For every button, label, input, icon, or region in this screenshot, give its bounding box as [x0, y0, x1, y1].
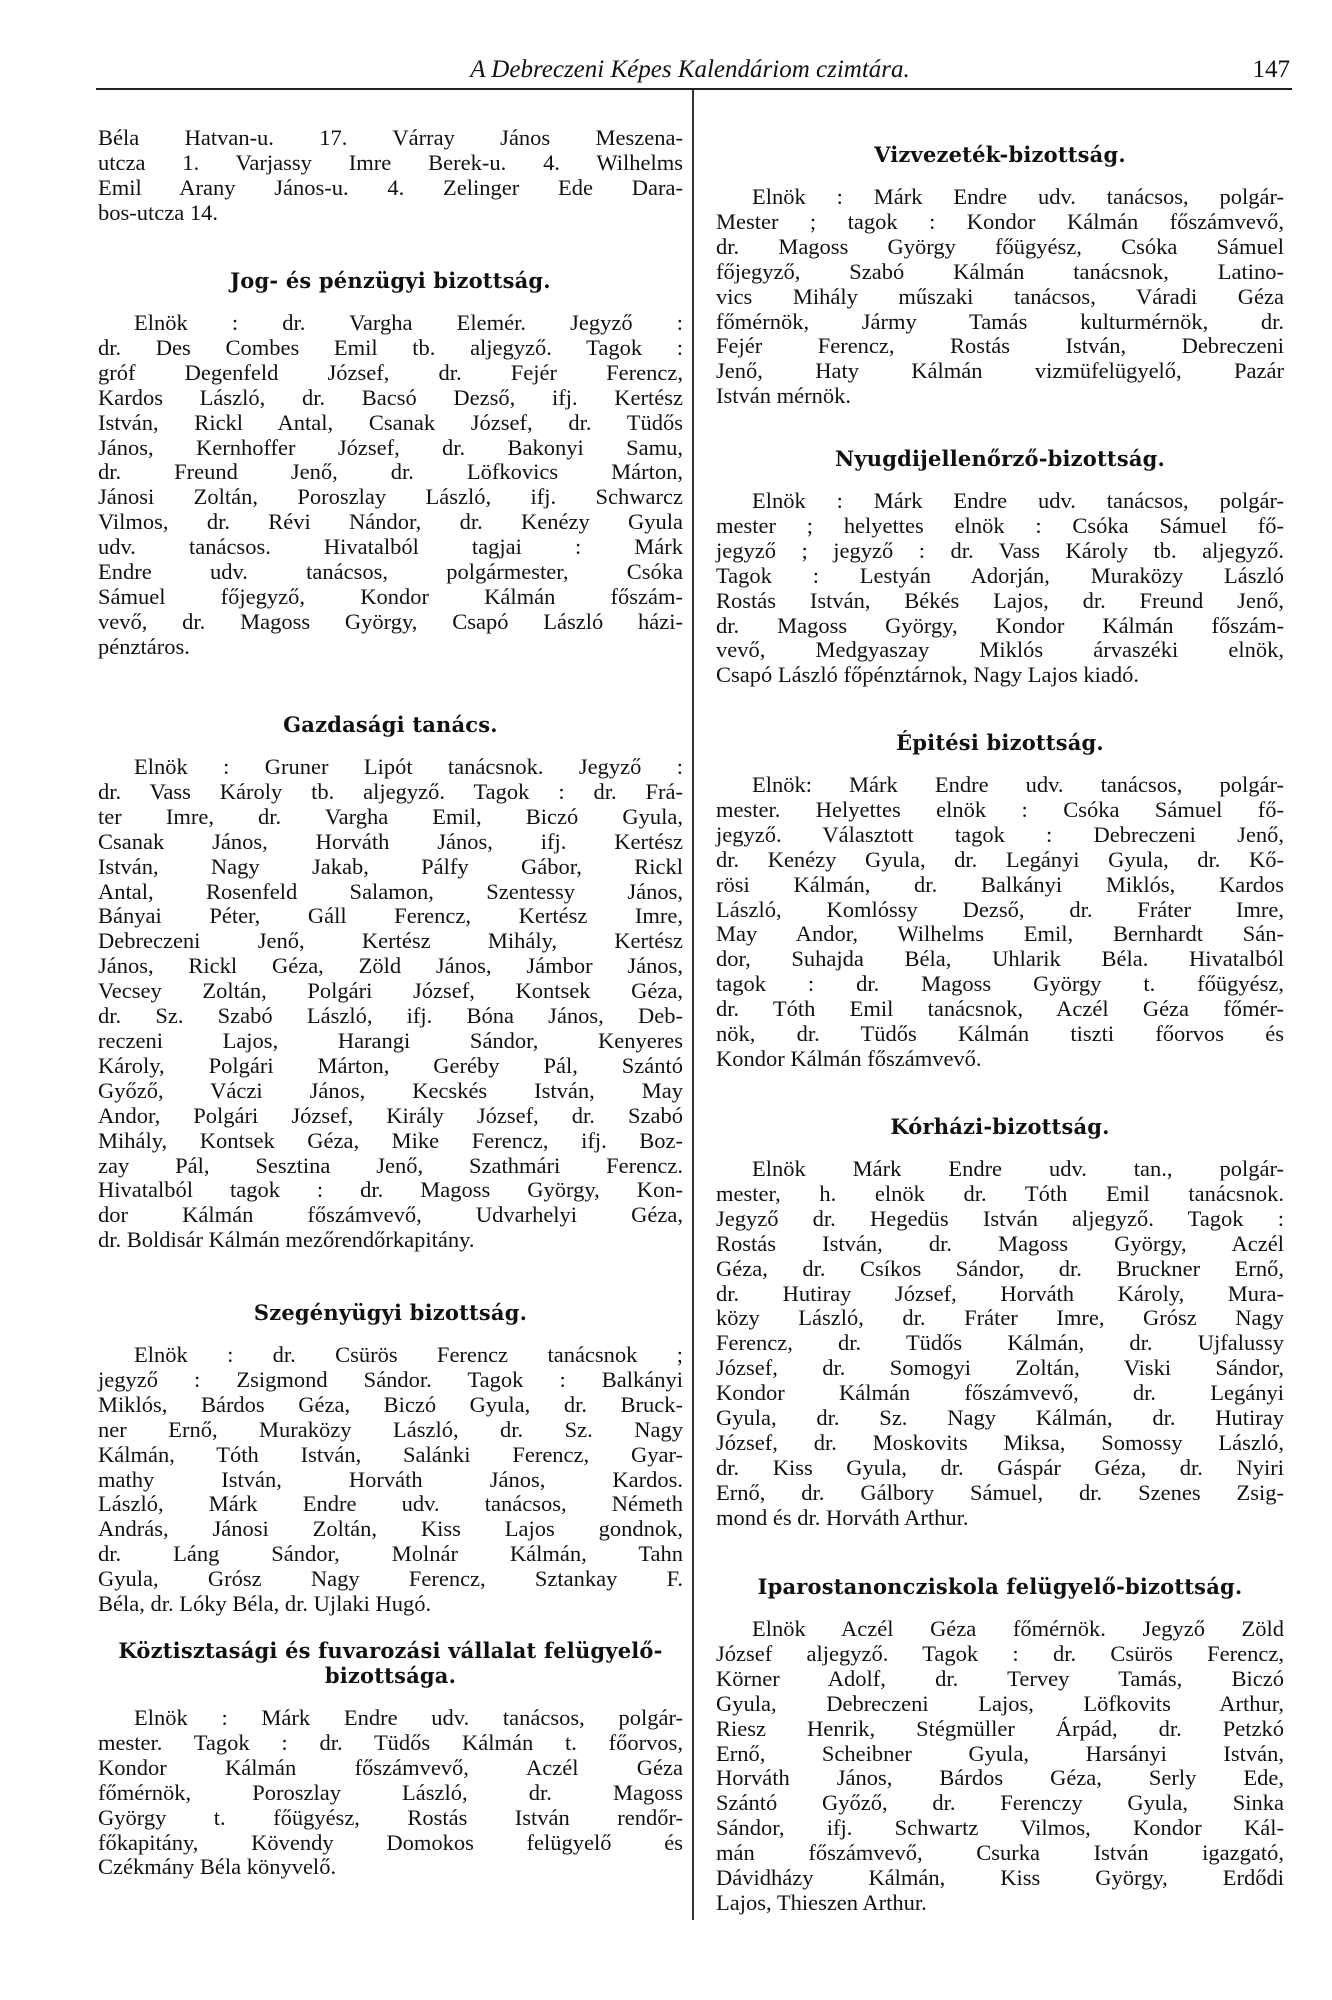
- text-line: mán főszámvevő, Csurka István igazgató,: [716, 1840, 1284, 1866]
- text-line: vics Mihály műszaki tanácsos, Váradi Géza: [716, 283, 1284, 309]
- text-line: dr. Freund Jenő, dr. Löfkovics Márton,: [98, 459, 683, 485]
- text-line: István, Nagy Jakab, Pálfy Gábor, Rickl: [98, 853, 683, 879]
- text-line: közy László, dr. Fráter Imre, Grósz Nagy: [716, 1305, 1284, 1331]
- text-line: főmérnök, Jármy Tamás kulturmérnök, dr.: [716, 308, 1284, 334]
- text-line: János, Rickl Géza, Zöld János, Jámbor János,: [98, 953, 683, 979]
- text-line: István mérnök.: [716, 383, 851, 409]
- text-line: dor Kálmán főszámvevő, Udvarhelyi Géza,: [98, 1202, 683, 1228]
- section-heading: [716, 142, 1284, 167]
- text-line: mester, h. elnök dr. Tóth Emil tanácsnok.: [716, 1180, 1284, 1206]
- text-line: udv. tanácsos. Hivatalból tagjai : Márk: [98, 534, 683, 560]
- section-heading: [716, 1574, 1284, 1599]
- text-line: Kondor Kálmán főszámvevő, Aczél Géza: [98, 1754, 683, 1780]
- text-line: Vilmos, dr. Révi Nándor, dr. Kenézy Gyula: [98, 509, 683, 535]
- text-line: Csanak János, Horváth János, ifj. Kertész: [98, 828, 683, 854]
- text-line: Elnök : dr. Csürös Ferencz tanácsnok ;: [134, 1342, 683, 1367]
- text-line: Miklós, Bárdos Géza, Biczó Gyula, dr. Bruck-: [98, 1391, 683, 1417]
- committee-section: [716, 1114, 1284, 1531]
- section-heading: [716, 446, 1284, 471]
- text-line: Tagok : Lestyán Adorján, Muraközy László: [716, 562, 1284, 588]
- text-line: dr. Des Combes Emil tb. aljegyző. Tagok :: [98, 334, 683, 360]
- text-line: Dávidházy Kálmán, Kiss György, Erdődi: [716, 1865, 1284, 1891]
- text-line: Kondor Kálmán főszámvevő, dr. Legányi: [716, 1380, 1284, 1406]
- section-heading-line: Kórházi-bizottság.: [890, 1114, 1110, 1139]
- text-line: dr. Sz. Szabó László, ifj. Bóna János, Deb-: [98, 1003, 683, 1029]
- committee-section: [716, 730, 1284, 1072]
- text-line: dr. Kenézy Gyula, dr. Legányi Gyula, dr. Kő-: [716, 846, 1284, 872]
- text-line: jegyző : Zsigmond Sándor. Tagok : Balkányi: [98, 1366, 683, 1392]
- text-line: András, Jánosi Zoltán, Kiss Lajos gondnok,: [98, 1516, 683, 1542]
- text-line: Kardos László, dr. Bacsó Dezső, ifj. Kertész: [98, 384, 683, 410]
- committee-section: [716, 446, 1284, 688]
- text-line: József aljegyző. Tagok : dr. Csürös Ferencz,: [716, 1640, 1284, 1666]
- text-line: dr. Kiss Gyula, dr. Gáspár Géza, dr. Nyiri: [716, 1454, 1284, 1480]
- text-line: Béla, dr. Lóky Béla, dr. Ujlaki Hugó.: [98, 1591, 432, 1617]
- text-line: dr. Boldisár Kálmán mezőrendőrkapitány.: [98, 1227, 475, 1253]
- text-line: tagok : dr. Magoss György t. főügyész,: [716, 971, 1284, 997]
- text-line: főjegyző, Szabó Kálmán tanácsnok, Latino-: [716, 258, 1284, 284]
- section-heading-line: Köztisztasági és fuvarozási vállalat felügyelő-: [118, 1638, 663, 1663]
- text-line: Kálmán, Tóth István, Salánki Ferencz, Gyar-: [98, 1441, 683, 1467]
- section-heading: [716, 730, 1284, 755]
- text-line: Károly, Polgári Márton, Geréby Pál, Szántó: [98, 1052, 683, 1078]
- text-line: vevő, Medgyaszay Miklós árvaszéki elnök,: [716, 637, 1284, 663]
- text-line: mester. Helyettes elnök : Csóka Sámuel fő-: [716, 796, 1284, 822]
- text-line: dor, Suhajda Béla, Uhlarik Béla. Hivatalból: [716, 946, 1284, 972]
- text-line: János, Kernhoffer József, dr. Bakonyi Samu,: [98, 434, 683, 460]
- running-header-title: A Debreczeni Képes Kalendáriom czimtára.: [470, 56, 910, 83]
- text-line: jegyző ; jegyző : dr. Vass Károly tb. aljegyző.: [716, 537, 1284, 563]
- text-line: Szántó Győző, dr. Ferenczy Gyula, Sinka: [716, 1790, 1284, 1816]
- text-line: Géza, dr. Csíkos Sándor, dr. Bruckner Ernő,: [716, 1255, 1284, 1281]
- text-line: dr. Magoss György főügyész, Csóka Sámuel: [716, 233, 1284, 259]
- text-line: mathy István, Horváth János, Kardos.: [98, 1466, 683, 1492]
- section-heading: [98, 268, 683, 293]
- text-line: Elnök : Márk Endre udv. tanácsos, polgár-: [752, 488, 1284, 513]
- text-line: Rostás István, dr. Magoss György, Aczél: [716, 1230, 1284, 1256]
- text-line: dr. Láng Sándor, Molnár Kálmán, Tahn: [98, 1541, 683, 1567]
- text-line: zay Pál, Sesztina Jenő, Szathmári Ferencz.: [98, 1152, 683, 1178]
- committee-section: [716, 1574, 1284, 1916]
- text-line: Elnök Márk Endre udv. tan., polgár-: [752, 1156, 1284, 1181]
- text-line: Vecsey Zoltán, Polgári József, Kontsek Géza,: [98, 978, 683, 1004]
- section-heading: [98, 1638, 683, 1688]
- text-line: Béla Hatvan-u. 17. Várray János Meszena-: [98, 125, 683, 150]
- text-line: Elnök: Márk Endre udv. tanácsos, polgár-: [752, 772, 1284, 797]
- text-line: Jegyző dr. Hegedüs István aljegyző. Tagok :: [716, 1205, 1284, 1231]
- text-line: pénztáros.: [98, 633, 190, 659]
- text-line: jegyző. Választott tagok : Debreczeni Jenő,: [716, 821, 1284, 847]
- text-line: dr. Tóth Emil tanácsnok, Aczél Géza főmér-: [716, 996, 1284, 1022]
- text-line: dr. Magoss György, Kondor Kálmán főszám-: [716, 612, 1284, 638]
- text-line: Horváth János, Bárdos Géza, Serly Ede,: [716, 1765, 1284, 1791]
- text-line: Sámuel főjegyző, Kondor Kálmán főszám-: [98, 583, 683, 609]
- text-line: Mester ; tagok : Kondor Kálmán főszámvevő,: [716, 208, 1284, 234]
- section-heading-line: Vizvezeték-bizottság.: [874, 142, 1126, 167]
- text-line: Jánosi Zoltán, Poroszlay László, ifj. Schwarcz: [98, 484, 683, 510]
- section-heading-line: Szegényügyi bizottság.: [253, 1300, 528, 1325]
- text-line: Kondor Kálmán főszámvevő.: [716, 1045, 982, 1071]
- text-line: Elnök : Gruner Lipót tanácsnok. Jegyző :: [134, 754, 683, 779]
- text-line: Elnök Aczél Géza főmérnök. Jegyző Zöld: [752, 1616, 1284, 1641]
- text-line: Ernő, Scheibner Gyula, Harsányi István,: [716, 1740, 1284, 1766]
- text-line: utcza 1. Varjassy Imre Berek-u. 4. Wilhelms: [98, 149, 683, 175]
- committee-section: [716, 142, 1284, 409]
- section-heading-line: Nyugdijellenőrző-bizottság.: [834, 446, 1166, 471]
- text-line: dr. Hutiray József, Horváth Károly, Mura-: [716, 1280, 1284, 1306]
- text-line: László, Komlóssy Dezső, dr. Fráter Imre,: [716, 896, 1284, 922]
- section-heading-line: bizottsága.: [324, 1663, 457, 1688]
- text-line: Elnök : dr. Vargha Elemér. Jegyző :: [134, 310, 683, 335]
- text-line: Gyula, dr. Sz. Nagy Kálmán, dr. Hutiray: [716, 1405, 1284, 1431]
- committee-section: [98, 1638, 683, 1880]
- text-line: Andor, Polgári József, Király József, dr. Szabó: [98, 1102, 683, 1128]
- text-line: nök, dr. Tüdős Kálmán tiszti főorvos és: [716, 1021, 1284, 1047]
- text-line: Fejér Ferencz, Rostás István, Debreczeni: [716, 333, 1284, 359]
- text-line: mester. Tagok : dr. Tüdős Kálmán t. főorvos,: [98, 1729, 683, 1755]
- page-number: 147: [1252, 56, 1290, 83]
- column-divider: [692, 90, 694, 1920]
- text-line: Bányai Péter, Gáll Ferencz, Kertész Imre,: [98, 903, 683, 929]
- section-heading-line: Épitési bizottság.: [896, 730, 1104, 755]
- text-line: Gyula, Grósz Nagy Ferencz, Sztankay F.: [98, 1566, 683, 1592]
- section-heading: [716, 1114, 1284, 1139]
- text-line: Antal, Rosenfeld Salamon, Szentessy János,: [98, 878, 683, 904]
- section-heading-line: Jog- és pénzügyi bizottság.: [230, 268, 551, 293]
- section-heading-line: Gazdasági tanács.: [283, 712, 498, 737]
- text-line: Elnök : Márk Endre udv. tanácsos, polgár-: [134, 1705, 683, 1730]
- section-heading-line: Iparostanoncziskola felügyelő-bizottság.: [757, 1574, 1243, 1599]
- text-line: Emil Arany János-u. 4. Zelinger Ede Dara-: [98, 174, 683, 200]
- text-line: Elnök : Márk Endre udv. tanácsos, polgár-: [752, 184, 1284, 209]
- text-line: József, dr. Somogyi Zoltán, Viski Sándor,: [716, 1355, 1284, 1381]
- text-line: dr. Vass Károly tb. aljegyző. Tagok : dr. Frá-: [98, 778, 683, 804]
- header-rule: [96, 88, 1292, 90]
- text-line: reczeni Lajos, Harangi Sándor, Kenyeres: [98, 1027, 683, 1053]
- text-line: Hivatalból tagok : dr. Magoss György, Kon-: [98, 1177, 683, 1203]
- section-heading: [98, 1300, 683, 1325]
- text-line: gróf Degenfeld József, dr. Fejér Ferencz,: [98, 359, 683, 385]
- text-line: Czékmány Béla könyvelő.: [98, 1854, 337, 1880]
- text-line: rösi Kálmán, dr. Balkányi Miklós, Kardos: [716, 871, 1284, 897]
- committee-section: [98, 712, 683, 1253]
- text-line: József, dr. Moskovits Miksa, Somossy László,: [716, 1429, 1284, 1455]
- text-line: Ferencz, dr. Tüdős Kálmán, dr. Ujfalussy: [716, 1330, 1284, 1356]
- text-line: Lajos, Thieszen Arthur.: [716, 1889, 927, 1915]
- text-line: Győző, Váczi János, Kecskés István, May: [98, 1077, 683, 1103]
- text-line: Endre udv. tanácsos, polgármester, Csóka: [98, 559, 683, 585]
- text-line: Riesz Henrik, Stégmüller Árpád, dr. Petzkó: [716, 1715, 1284, 1741]
- section-heading: [98, 712, 683, 737]
- text-line: Ernő, dr. Gálbory Sámuel, dr. Szenes Zsig-: [716, 1479, 1284, 1505]
- committee-section: [98, 268, 683, 660]
- text-line: György t. főügyész, Rostás István rendőr-: [98, 1804, 683, 1830]
- text-line: főkapitány, Kövendy Domokos felügyelő és: [98, 1829, 683, 1855]
- text-line: István, Rickl Antal, Csanak József, dr. Tüdős: [98, 409, 683, 435]
- text-line: bos-utcza 14.: [98, 199, 218, 225]
- text-line: mond és dr. Horváth Arthur.: [716, 1504, 969, 1530]
- committee-section: [98, 1300, 683, 1617]
- text-line: főmérnök, Poroszlay László, dr. Magoss: [98, 1779, 683, 1805]
- text-line: Rostás István, Békés Lajos, dr. Freund Jenő,: [716, 587, 1284, 613]
- text-line: Mihály, Kontsek Géza, Mike Ferencz, ifj. Boz-: [98, 1127, 683, 1153]
- text-line: Gyula, Debreczeni Lajos, Löfkovits Arthur,: [716, 1690, 1284, 1716]
- text-line: Debreczeni Jenő, Kertész Mihály, Kertész: [98, 928, 683, 954]
- text-line: May Andor, Wilhelms Emil, Bernhardt Sán-: [716, 921, 1284, 947]
- text-line: Csapó László főpénztárnok, Nagy Lajos kiadó.: [716, 662, 1140, 688]
- text-line: ter Imre, dr. Vargha Emil, Biczó Gyula,: [98, 803, 683, 829]
- text-line: Sándor, ifj. Schwartz Vilmos, Kondor Kál-: [716, 1815, 1284, 1841]
- committee-section: [98, 126, 683, 226]
- text-line: ner Ernő, Muraközy László, dr. Sz. Nagy: [98, 1416, 683, 1442]
- text-line: Jenő, Haty Kálmán vizmüfelügyelő, Pazár: [716, 358, 1284, 384]
- text-line: László, Márk Endre udv. tanácsos, Németh: [98, 1491, 683, 1517]
- text-line: mester ; helyettes elnök : Csóka Sámuel fő-: [716, 512, 1284, 538]
- text-line: Körner Adolf, dr. Tervey Tamás, Biczó: [716, 1665, 1284, 1691]
- text-line: vevő, dr. Magoss György, Csapó László házi-: [98, 608, 683, 634]
